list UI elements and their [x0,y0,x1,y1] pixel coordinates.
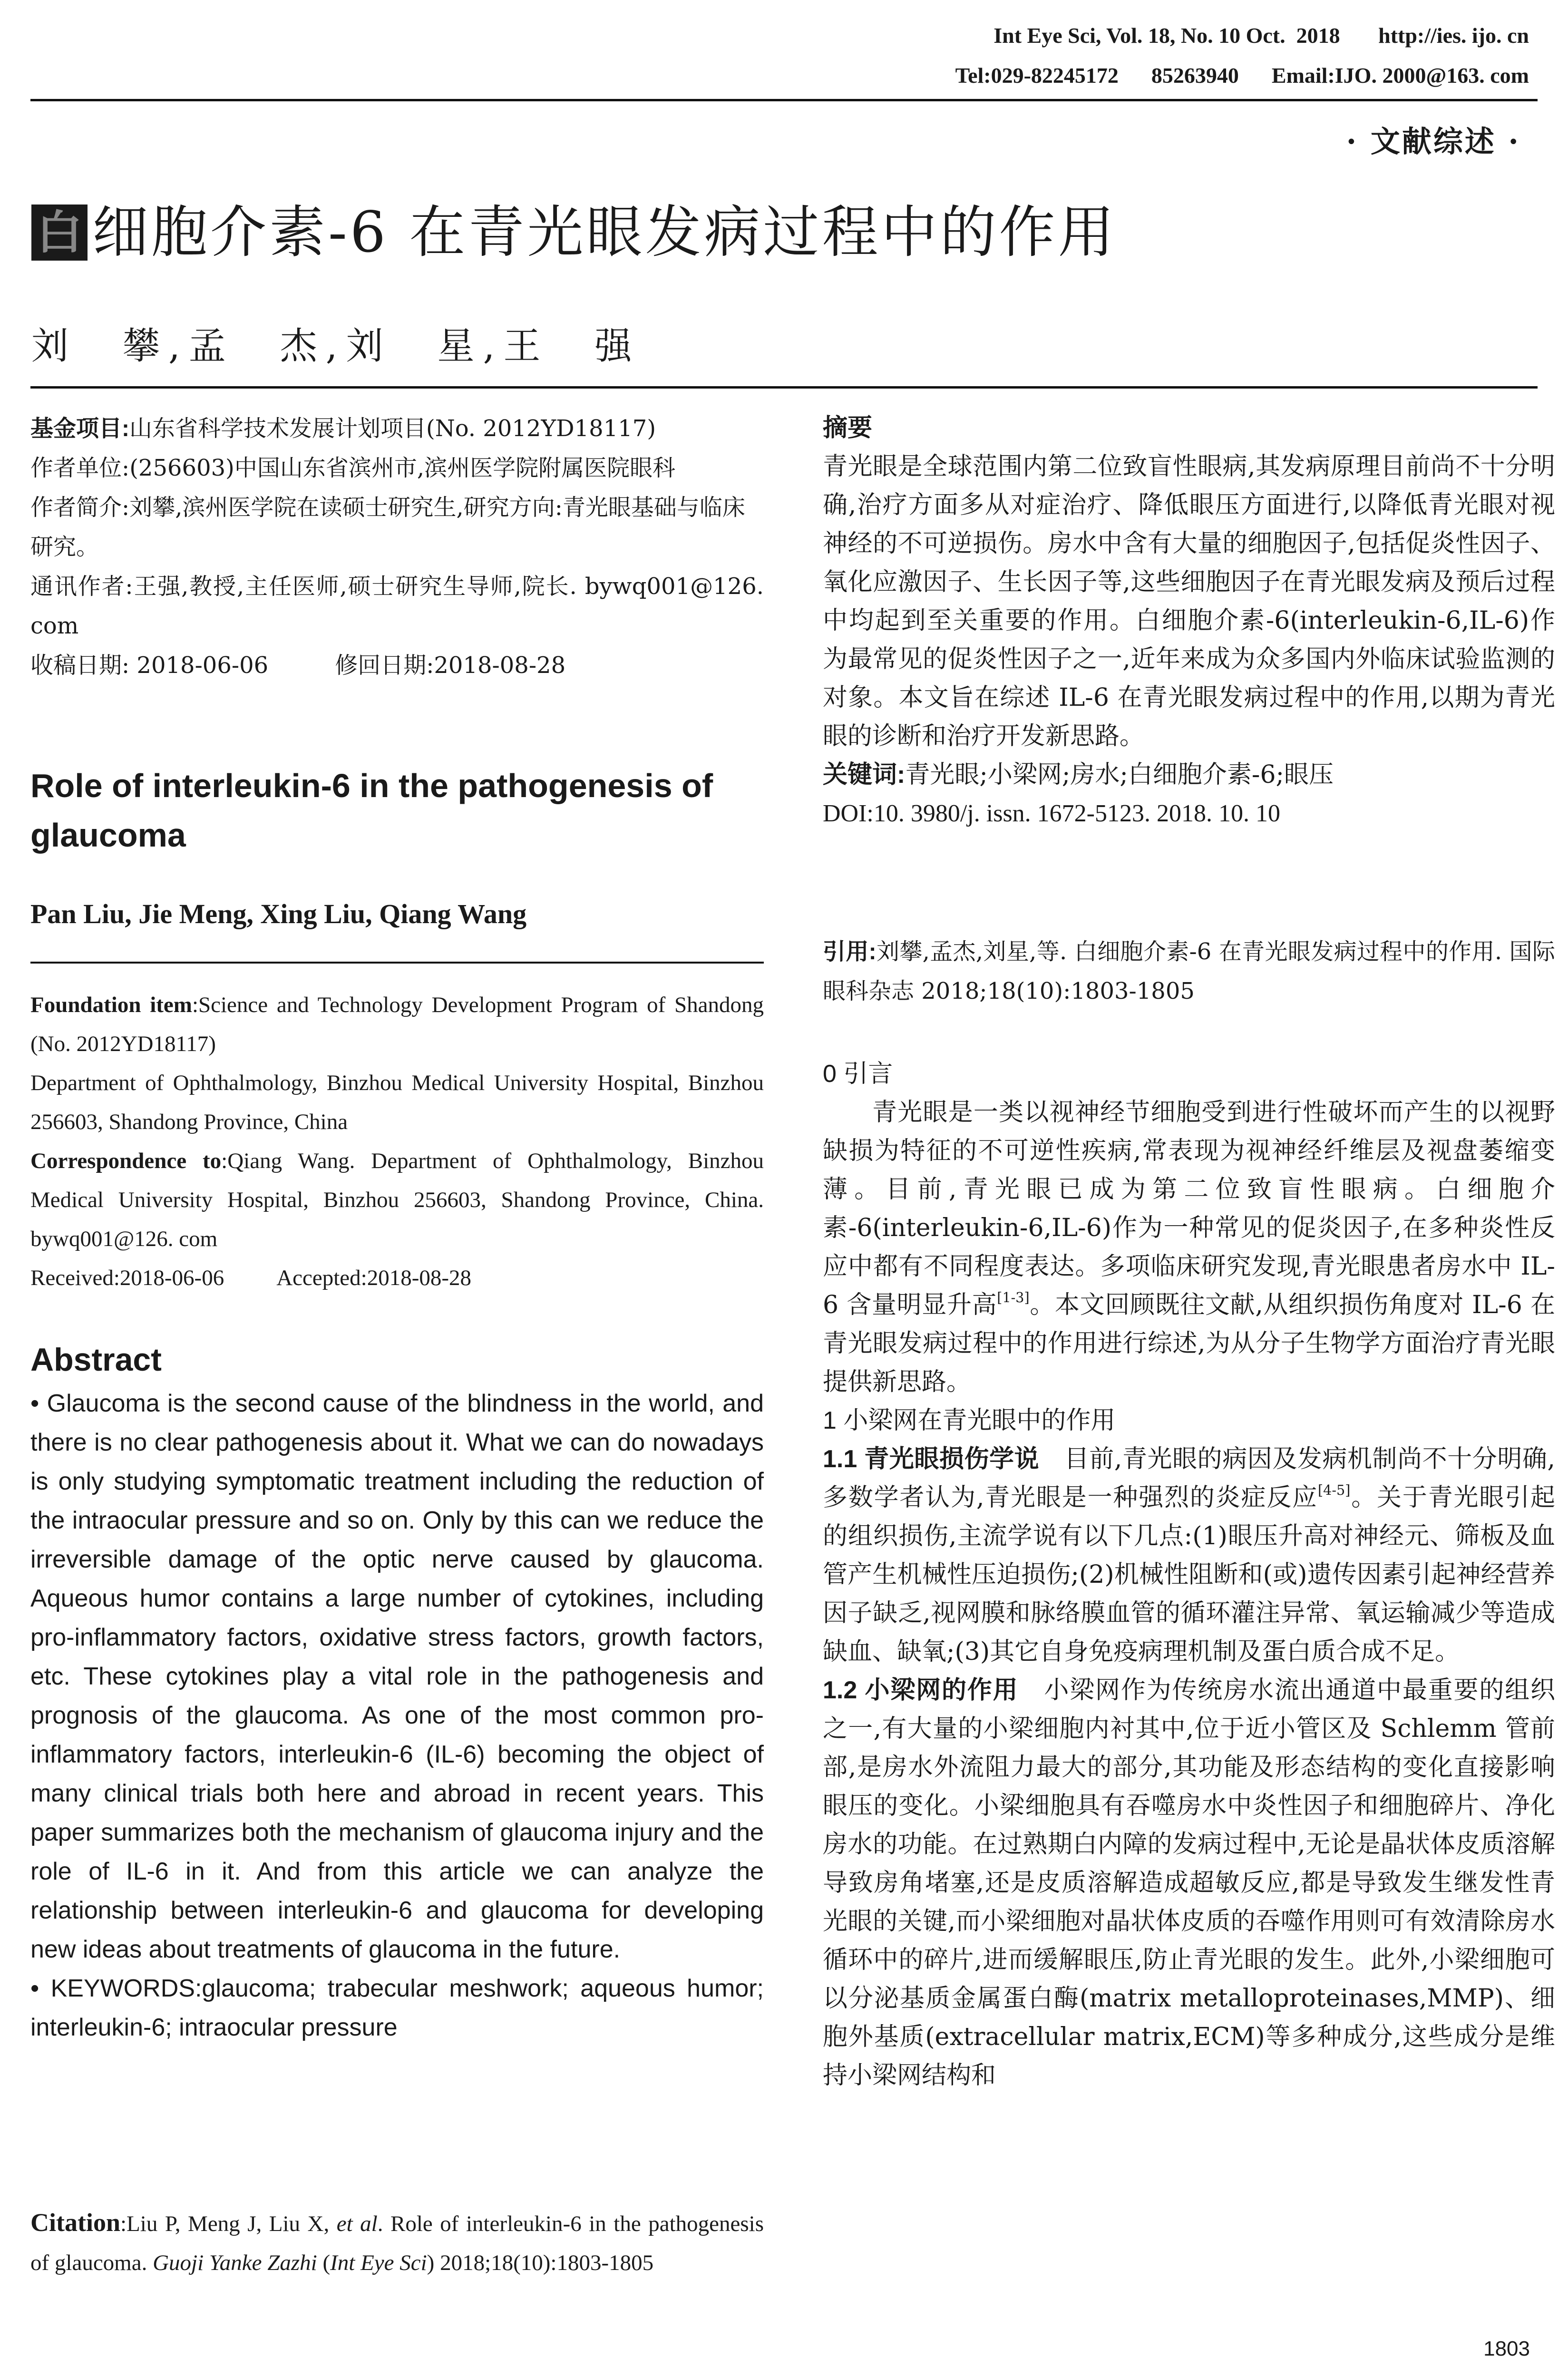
foundation-en [30,985,764,1063]
article-title-en: Role of interleukin-6 in the pathogenesis of glaucoma [30,767,713,854]
citation-part-b: . Role of interleukin-6 in the pathogenesis of glaucoma. [30,2211,764,2275]
affiliation-label-zh: 作者单位: [30,455,130,481]
abstract-heading-zh: 摘要 [823,414,873,442]
abstract-zh [823,409,1555,833]
keywords-en: • KEYWORDS:glaucoma; trabecular meshwork; aqueous humor; interleukin-6; intraocular pressure [30,1975,764,2041]
header-divider [30,99,1538,101]
foundation-label-en: Foundation item [30,993,192,1017]
citation-ref-1-3: [1-3] [997,1289,1030,1306]
page-number: 1803 [1483,2337,1530,2360]
authors-divider [30,386,1538,389]
citation-label-en: Citation [30,2208,120,2237]
correspondence-label-en: Correspondence to [30,1149,222,1173]
correspondence-text-zh: 王强,教授,主任医师,硕士研究生导师,院长. bywq001@126. com [30,573,764,639]
section-0-paragraph [823,1093,1555,1402]
section-1-1-heading: 1.1 青光眼损伤学说 [823,1445,1040,1473]
section-tag: · 文献综述 · [1346,124,1520,159]
foundation-zh [30,409,764,448]
citation-journal-en: Int Eye Sci [330,2250,427,2275]
foundation-text-en: :Science and Technology Development Program of Shandong (No. 2012YD18117) [30,993,764,1056]
article-meta-en [30,985,764,1297]
citation-part-a: :Liu P, Meng J, Liu X, [120,2211,337,2236]
section-1-heading: 1 小梁网在青光眼中的作用 [823,1407,1116,1434]
citation-label-zh: 引用: [823,939,877,964]
bio-label-zh: 作者简介: [30,494,130,521]
correspondence-label-zh: 通讯作者: [30,573,133,600]
section-1-1-paragraph [823,1440,1555,1671]
keywords-label-zh: 关键词: [823,761,906,789]
citation-en [30,2203,764,2282]
article-body [823,1055,1555,2095]
abstract-body-en: • Glaucoma is the second cause of the blindness in the world, and there is no clear pathogenesis about it. What we can do nowadays is only studying symptomatic treatment including the reduction of the intraocular pressure and so on. Only by this can we reduce the irreversible damage of the optic nerve caused by glaucoma. Aqueous humor contains a large number of cytokines, including pro-inflammatory factors, oxidative stress factors, growth factors, etc. These cytokines play a vital role in the pathogenesis and prognosis of the glaucoma. As one of the most common pro-inflammatory factors, interleukin-6 (IL-6) becoming the object of many clinical trials both here and abroad in recent years. This paper summarizes both the mechanism of glaucoma injury and the role of IL-6 in it. And from this article we can analyze the relationship between interleukin-6 and glaucoma for developing new ideas about treatments of glaucoma in the future. [30,1390,764,1963]
doi: DOI:10. 3980/j. issn. 1672-5123. 2018. 10. 10 [823,800,1280,827]
journal-contact-line: Tel:029-82245172 85263940 Email:IJO. 2000@163. com [955,63,1529,88]
bio-zh [30,488,764,567]
journal-header-line: Int Eye Sci, Vol. 18, No. 10 Oct. 2018 http://ies. ijo. cn [993,23,1529,48]
correspondence-en [30,1141,764,1258]
dates-zh [30,646,764,685]
title-drop-mark: 白 [31,205,88,261]
section-1-1-text-b: 。关于青光眼引起的组织损伤,主流学说有以下几点:(1)眼压升高对神经元、筛板及血管产生机械性压迫损伤;(2)机械性阻断和(或)遗传因素引起神经营养因子缺乏,视网膜和脉络膜血管的循环灌注异常、氧运输减少等造成缺血、缺氧;(3)其它自身免疫病理机制及蛋白质合成不足。 [823,1483,1555,1666]
authors-en-divider [30,962,764,964]
keywords-zh [823,756,1555,794]
section-0-heading: 0 引言 [823,1060,893,1088]
citation-journal: Guoji Yanke Zazhi [153,2250,317,2275]
section-1-2-paragraph [823,1671,1555,2095]
section-0-text-b: 。本文回顾既往文献,从组织损伤角度对 IL-6 在青光眼发病过程中的作用进行综述,为从分子生物学方面治疗青光眼提供新思路。 [823,1291,1555,1396]
abstract-body-zh: 青光眼是全球范围内第二位致盲性眼病,其发病原理目前尚不十分明确,治疗方面多从对症治疗、降低眼压方面进行,以降低青光眼对视神经的不可逆损伤。房水中含有大量的细胞因子,包括促炎性因子、氧化应激因子、生长因子等,这些细胞因子在青光眼发病及预后过程中均起到至关重要的作用。白细胞介素-6(interleukin-6,IL-6)作为最常见的促炎性因子之一,近年来成为众多国内外临床试验监测的对象。本文旨在综述 IL-6 在青光眼发病过程中的作用,以期为青光眼的诊断和治疗开发新思路。 [823,452,1555,750]
citation-zh [823,932,1555,1011]
section-1-2-text: 小梁网作为传统房水流出通道中最重要的组织之一,有大量的小梁细胞内衬其中,位于近小管区及 Schlemm 管前部,是房水外流阻力最大的部分,其功能及形态结构的变化直接影响眼压的变化。小梁细胞具有吞噬房水中炎性因子和细胞碎片、净化房水的功能。在过熟期白内障的发病过程中,无论是晶状体皮质溶解导致房角堵塞,还是皮质溶解造成超敏反应,都是导致发生继发性青光眼的关键,而小梁细胞对晶状体皮质的吞噬作用则可有效清除房水循环中的碎片,进而缓解眼压,防止青光眼的发生。此外,小梁细胞可以分泌基质金属蛋白酶(matrix metalloproteinases,MMP)、细胞外基质(extracellular matrix,ECM)等多种成分,这些成分是维持小梁网结构和 [823,1676,1555,2090]
citation-et-al: et al [336,2211,378,2236]
section-1-2-heading: 1.2 小梁网的作用 [823,1676,1019,1704]
accepted-date-en: Accepted:2018-08-28 [276,1266,472,1290]
received-date-en: Received:2018-06-06 [30,1266,224,1290]
dates-en [30,1258,764,1297]
citation-part-c: ( [317,2250,331,2275]
foundation-label-zh: 基金项目: [30,416,129,441]
section-0-text-a: 青光眼是一类以视神经节细胞受到进行性破坏而产生的以视野缺损为特征的不可逆性疾病,常表现为视神经纤维层及视盘萎缩变薄。目前,青光眼已成为第二位致盲性眼病。白细胞介素-6(interleukin-6,IL-6)作为一种常见的促炎因子,在多种炎性反应中都有不同程度表达。多项临床研究发现,青光眼患者房水中 IL-6 含量明显升高 [823,1098,1555,1319]
correspondence-zh [30,567,764,646]
keywords-text-zh: 青光眼;小梁网;房水;白细胞介素-6;眼压 [905,760,1334,789]
article-title-zh: 细胞介素-6 在青光眼发病过程中的作用 [92,199,1117,265]
citation-ref-4-5: [4-5] [1318,1482,1351,1499]
citation-part-d: ) 2018;18(10):1803-1805 [427,2250,654,2275]
section-1-1-text-a: 目前,青光眼的病因及发病机制尚不十分明确,多数学者认为,青光眼是一种强烈的炎症反应 [823,1445,1555,1512]
correspondence-text-en: :Qiang Wang. Department of Ophthalmology, Binzhou Medical University Hospital, Binzhou 256603, Shandong Province, China. bywq001@126. com [30,1149,764,1251]
revised-date-zh: 修回日期:2018-08-28 [335,652,566,679]
abstract-heading-en: Abstract [30,1342,162,1378]
citation-text-zh: 刘攀,孟杰,刘星,等. 白细胞介素-6 在青光眼发病过程中的作用. 国际眼科杂志 2018;18(10):1803-1805 [823,938,1555,1004]
received-date-zh: 收稿日期: 2018-06-06 [30,652,269,679]
affiliation-text-zh: (256603)中国山东省滨州市,滨州医学院附属医院眼科 [129,455,676,481]
citation-body-en [30,2203,764,2282]
authors-zh: 刘 攀,孟 杰,刘 星,王 强 [31,325,641,368]
department-en: Department of Ophthalmology, Binzhou Medical University Hospital, Binzhou 256603, Shandong Province, China [30,1071,764,1134]
abstract-en [30,1384,764,2047]
article-meta-zh [30,409,764,685]
foundation-text-zh: 山东省科学技术发展计划项目(No. 2012YD18117) [129,415,656,442]
bio-text-zh: 刘攀,滨州医学院在读硕士研究生,研究方向:青光眼基础与临床研究。 [30,494,745,560]
authors-en: Pan Liu, Jie Meng, Xing Liu, Qiang Wang [30,898,527,929]
citation-body-zh [823,932,1555,1011]
affiliation-zh [30,448,764,488]
